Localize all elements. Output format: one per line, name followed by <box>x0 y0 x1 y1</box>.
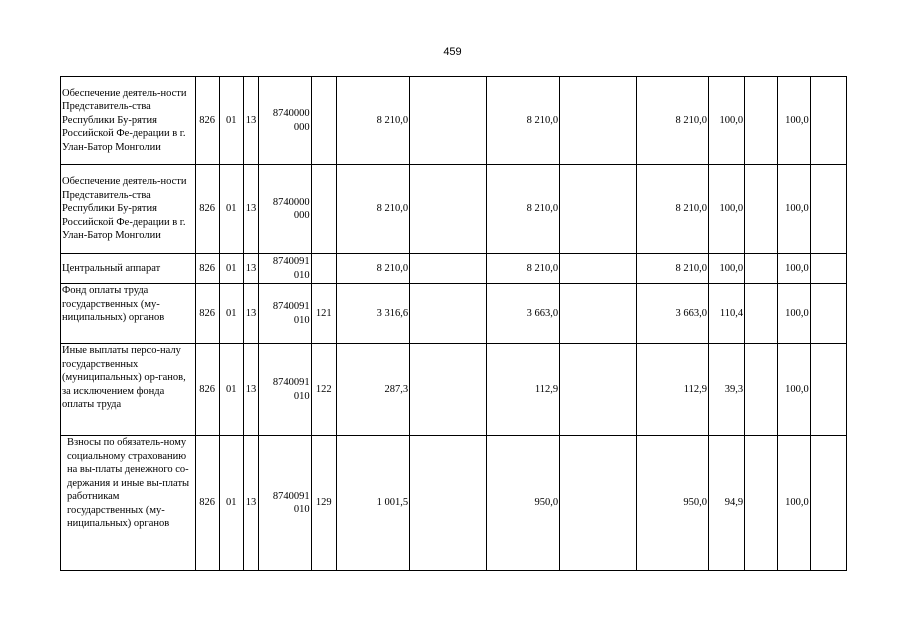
empty-cell <box>745 344 778 436</box>
table-row <box>61 284 847 344</box>
row-name-cell: Взносы по обязатель-ному социальному страхованию на вы-платы денежного со-держания и иные вы-платы работникам государственных (му-ниципальных) органов <box>61 436 196 571</box>
vr-cell: 122 <box>311 344 336 436</box>
value-1-cell: 8 210,0 <box>336 77 409 165</box>
value-1-cell: 8 210,0 <box>336 254 409 284</box>
vr-cell: 121 <box>311 284 336 344</box>
rz-cell: 01 <box>219 254 243 284</box>
empty-cell <box>745 284 778 344</box>
value-3-cell: 8 210,0 <box>636 165 708 254</box>
csr-cell: 8740000 000 <box>259 165 312 254</box>
pr-cell: 13 <box>243 77 258 165</box>
value-3-cell: 950,0 <box>636 436 708 571</box>
percent-1-cell: 39,3 <box>709 344 745 436</box>
value-3-cell: 112,9 <box>636 344 708 436</box>
csr-cell: 8740091 010 <box>259 344 312 436</box>
empty-cell <box>560 344 637 436</box>
csr-cell: 8740091 010 <box>259 436 312 571</box>
percent-1-cell: 100,0 <box>709 77 745 165</box>
empty-cell <box>560 165 637 254</box>
empty-cell <box>810 284 846 344</box>
ved-cell: 826 <box>195 284 219 344</box>
page-number: 459 <box>443 46 462 58</box>
rz-cell: 01 <box>219 77 243 165</box>
percent-2-cell: 100,0 <box>777 284 810 344</box>
budget-table <box>60 76 847 571</box>
pr-cell: 13 <box>243 436 258 571</box>
empty-cell <box>810 77 846 165</box>
empty-cell <box>745 254 778 284</box>
empty-cell <box>810 436 846 571</box>
empty-cell <box>560 254 637 284</box>
empty-cell <box>745 165 778 254</box>
ved-cell: 826 <box>195 344 219 436</box>
value-1-cell: 3 316,6 <box>336 284 409 344</box>
value-3-cell: 3 663,0 <box>636 284 708 344</box>
empty-cell <box>745 436 778 571</box>
vr-cell <box>311 165 336 254</box>
empty-cell <box>410 436 487 571</box>
value-1-cell: 8 210,0 <box>336 165 409 254</box>
rz-cell: 01 <box>219 436 243 571</box>
percent-2-cell: 100,0 <box>777 254 810 284</box>
empty-cell <box>410 77 487 165</box>
value-2-cell: 112,9 <box>486 344 559 436</box>
percent-2-cell: 100,0 <box>777 165 810 254</box>
vr-cell <box>311 254 336 284</box>
empty-cell <box>810 344 846 436</box>
percent-1-cell: 100,0 <box>709 254 745 284</box>
percent-1-cell: 100,0 <box>709 165 745 254</box>
csr-cell: 8740091 010 <box>259 254 312 284</box>
ved-cell: 826 <box>195 165 219 254</box>
value-1-cell: 1 001,5 <box>336 436 409 571</box>
percent-2-cell: 100,0 <box>777 436 810 571</box>
percent-1-cell: 94,9 <box>709 436 745 571</box>
value-1-cell: 287,3 <box>336 344 409 436</box>
empty-cell <box>560 284 637 344</box>
ved-cell: 826 <box>195 77 219 165</box>
value-2-cell: 8 210,0 <box>486 165 559 254</box>
empty-cell <box>745 77 778 165</box>
vr-cell <box>311 77 336 165</box>
csr-cell: 8740000 000 <box>259 77 312 165</box>
ved-cell: 826 <box>195 254 219 284</box>
empty-cell <box>410 344 487 436</box>
empty-cell <box>410 165 487 254</box>
value-2-cell: 8 210,0 <box>486 254 559 284</box>
table-row <box>61 77 847 165</box>
pr-cell: 13 <box>243 284 258 344</box>
empty-cell <box>560 436 637 571</box>
rz-cell: 01 <box>219 165 243 254</box>
row-name-cell: Иные выплаты персо-налу государственных (муниципальных) ор-ганов, за исключением фонда оплаты труда <box>61 344 196 436</box>
percent-1-cell: 110,4 <box>709 284 745 344</box>
pr-cell: 13 <box>243 165 258 254</box>
empty-cell <box>810 165 846 254</box>
table-row <box>61 344 847 436</box>
empty-cell <box>410 284 487 344</box>
percent-2-cell: 100,0 <box>777 77 810 165</box>
value-2-cell: 3 663,0 <box>486 284 559 344</box>
pr-cell: 13 <box>243 254 258 284</box>
value-2-cell: 950,0 <box>486 436 559 571</box>
ved-cell: 826 <box>195 436 219 571</box>
empty-cell <box>560 77 637 165</box>
rz-cell: 01 <box>219 344 243 436</box>
vr-cell: 129 <box>311 436 336 571</box>
row-name-cell: Центральный аппарат <box>61 254 196 284</box>
empty-cell <box>410 254 487 284</box>
row-name-cell: Обеспечение деятель-ности Представитель-ства Республики Бу-рятия Российской Фе-дерации в г. Улан-Батор Монголии <box>61 77 196 165</box>
value-3-cell: 8 210,0 <box>636 254 708 284</box>
table-row <box>61 436 847 571</box>
value-2-cell: 8 210,0 <box>486 77 559 165</box>
row-name-cell: Обеспечение деятель-ности Представитель-ства Республики Бу-рятия Российской Фе-дерации в г. Улан-Батор Монголии <box>61 165 196 254</box>
empty-cell <box>810 254 846 284</box>
pr-cell: 13 <box>243 344 258 436</box>
rz-cell: 01 <box>219 284 243 344</box>
table-row <box>61 165 847 254</box>
value-3-cell: 8 210,0 <box>636 77 708 165</box>
row-name-cell: Фонд оплаты труда государственных (му-ниципальных) органов <box>61 284 196 344</box>
csr-cell: 8740091 010 <box>259 284 312 344</box>
table-row <box>61 254 847 284</box>
percent-2-cell: 100,0 <box>777 344 810 436</box>
